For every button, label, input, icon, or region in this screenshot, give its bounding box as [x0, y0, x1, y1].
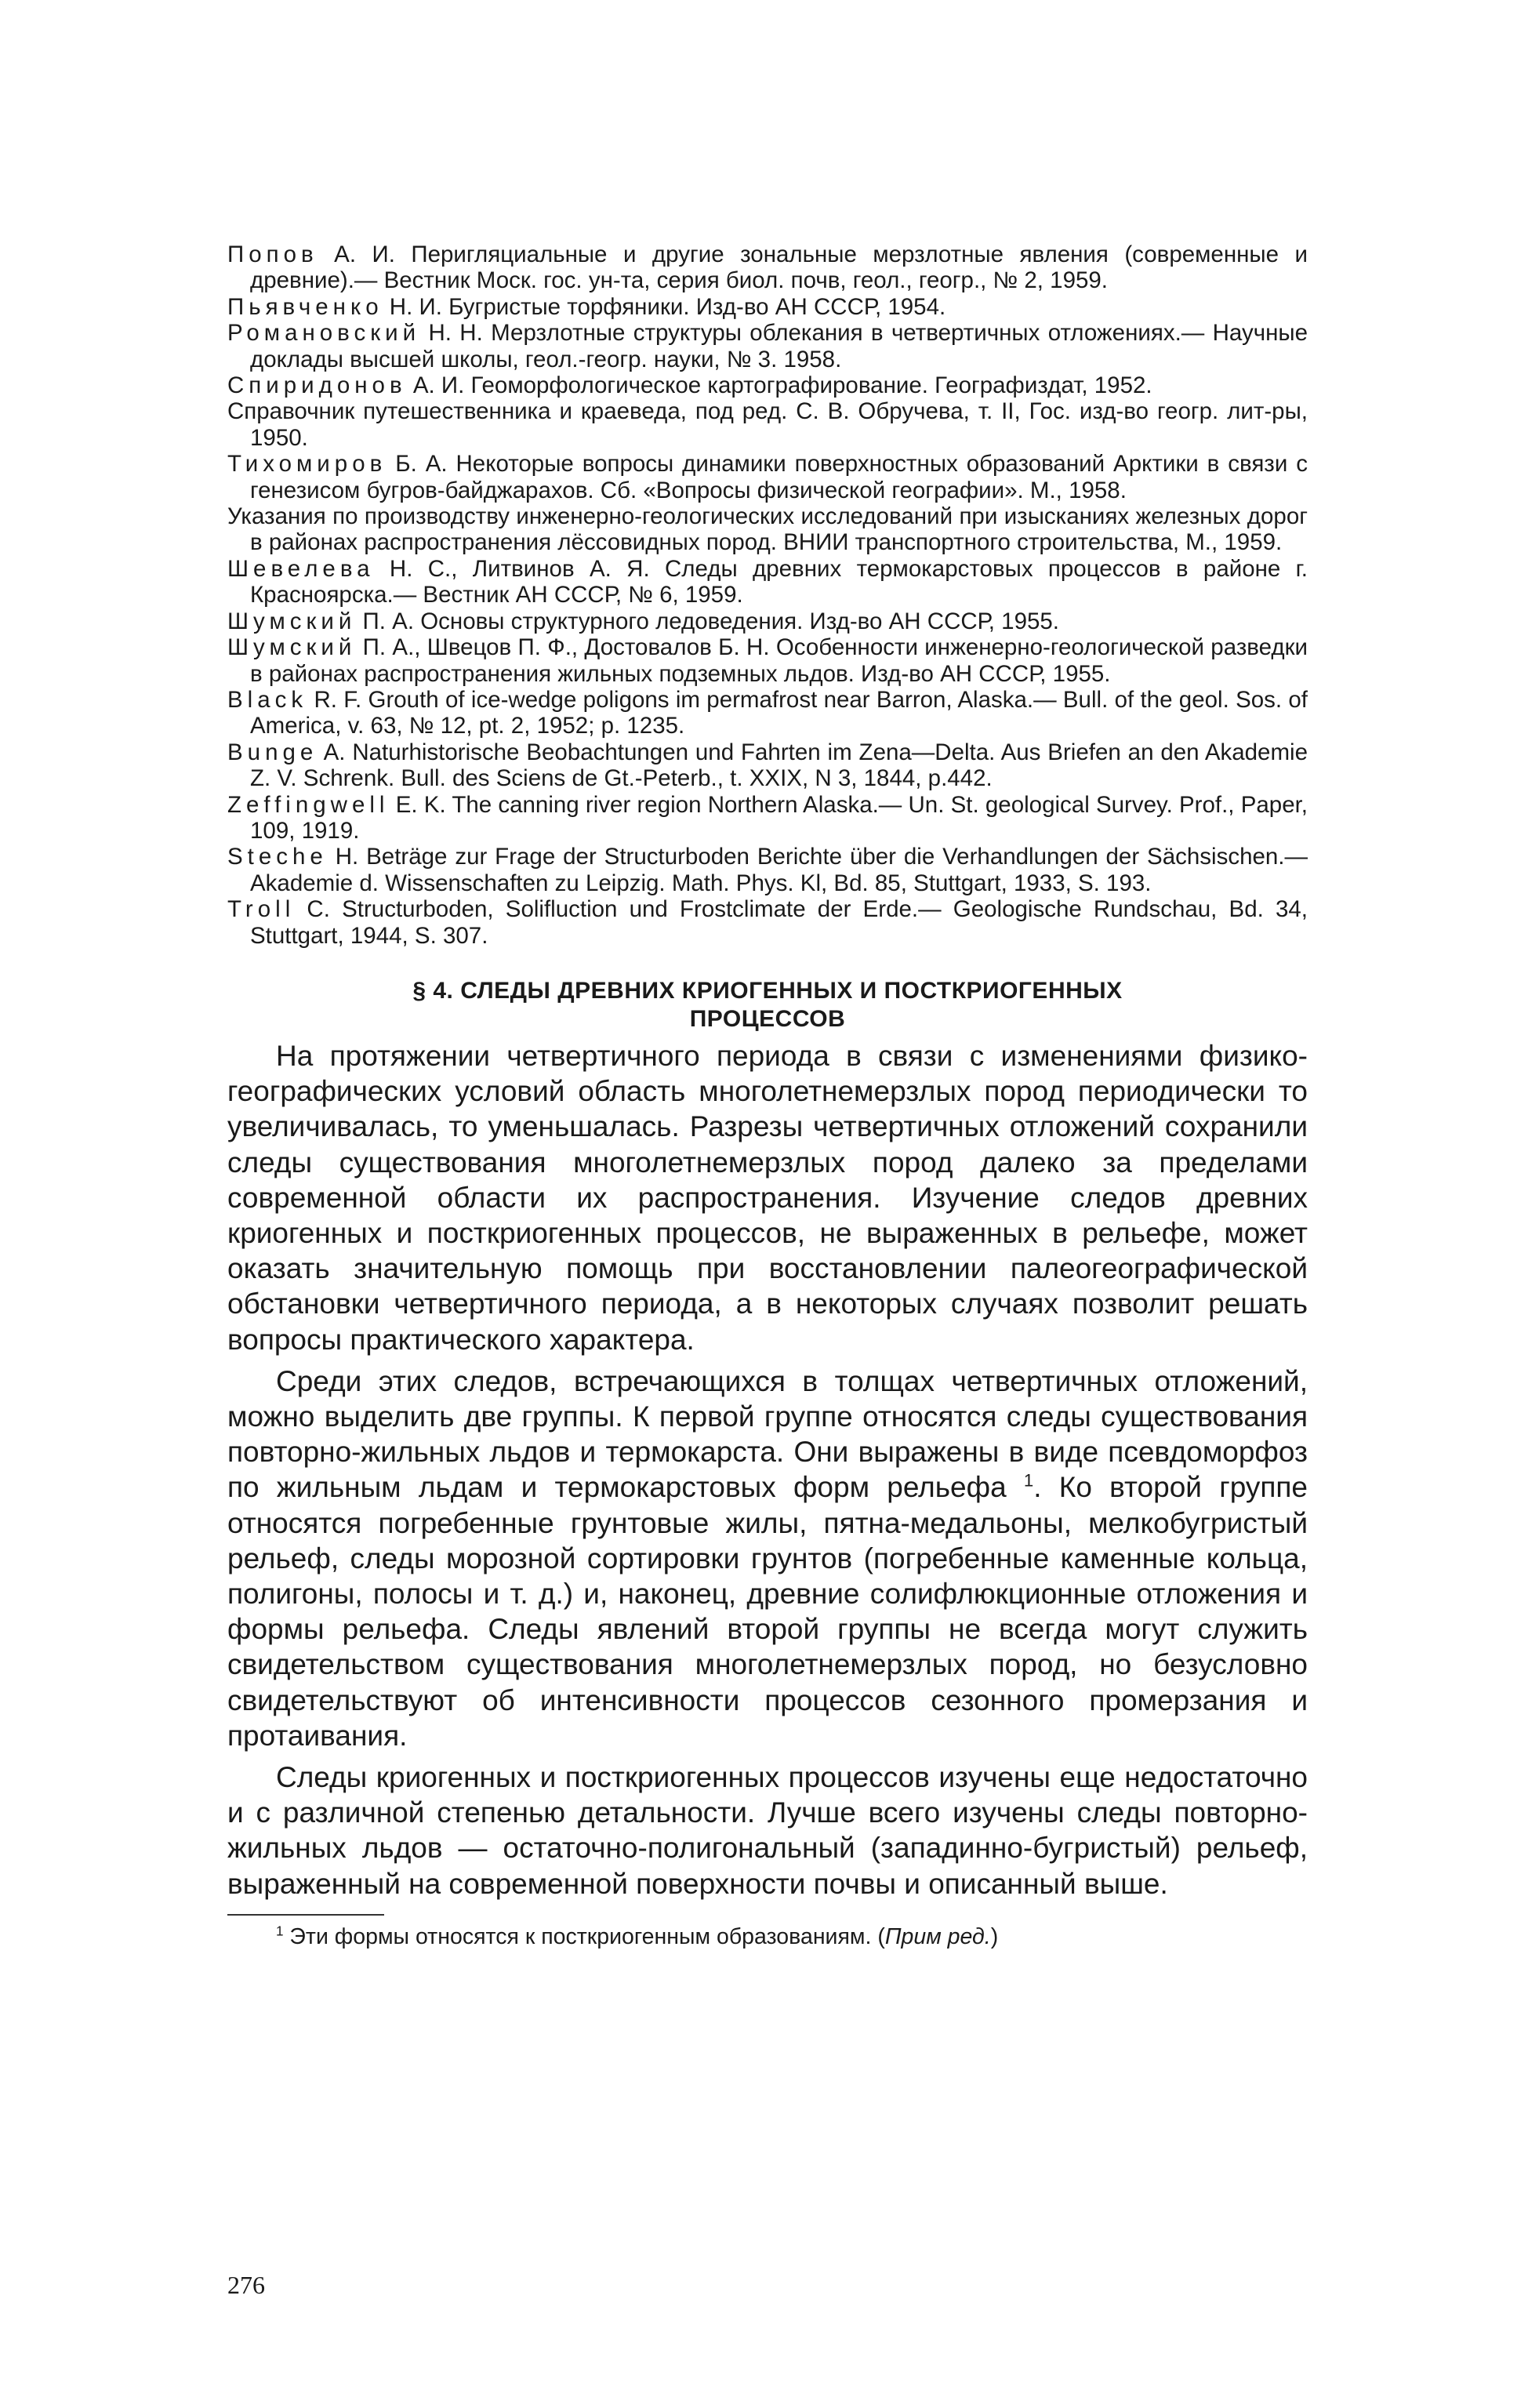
reference-text: А. И. Перигляциальные и другие зональные мерзлотные явления (современные и древние).— Вестник Моск. гос. ун-та, серия биол. почв, геол., геогр., № 2, 1959.: [250, 242, 1308, 294]
reference-text: E. K. The canning river region Northern Alaska.— Un. St. geological Survey. Prof., Paper, 109, 1919.: [250, 791, 1308, 844]
paragraph: [227, 1364, 1308, 1753]
section-heading: [227, 977, 1308, 1033]
reference-item: [227, 608, 1308, 634]
reference-text: Указания по производству инженерно-геологических исследований при изысканиях железных дорог в районах распространения лёссовидных пород. ВНИИ транспортного строительства, М., 1959.: [227, 503, 1308, 556]
reference-item: [227, 687, 1308, 739]
reference-text: Н. И. Бугристые торфяники. Изд-во АН СССР, 1954.: [383, 293, 946, 320]
section-heading-line: ПРОЦЕССОВ: [689, 1005, 846, 1032]
reference-text: Справочник путешественника и краеведа, под ред. С. В. Обручева, т. II, Гос. изд-во геогр. лит-ры, 1950.: [227, 398, 1308, 451]
reference-item: [227, 320, 1308, 372]
reference-author: Шевелева: [227, 555, 375, 582]
paragraph: Следы криогенных и посткриогенных процессов изучены еще недостаточно и с различной степенью детальности. Лучше всего изучены следы повторно-жильных льдов — остаточно-полигональный (западинно-бугристый) рельеф, выраженный на современной поверхности почвы и описанный выше.: [227, 1761, 1308, 1900]
reference-author: Steche: [227, 844, 328, 870]
reference-item: [227, 372, 1308, 398]
footnote-divider: [227, 1914, 384, 1916]
reference-item: [227, 242, 1308, 294]
reference-author: Спиридонов: [227, 372, 407, 399]
reference-author: Black: [227, 686, 308, 713]
reference-author: Zeffingwell: [227, 791, 390, 818]
paragraph-text: . Ко второй группе относятся погребенные грунтовые жилы, пятна-медальоны, мелкобугристый рельеф, следы морозной сортировки грунтов (погребенные каменные кольца, полигоны, полосы и т. д.) и, наконец, древние солифлюкционные отложения и формы рельефа. Следы явлений второй группы не всегда могут служить свидетельством существования многолетнемерзлых пород, но безусловно свидетельствуют об интенсивности процессов сезонного промерзания и протаивания.: [227, 1471, 1308, 1752]
footnote-editor-note: Прим ред.: [884, 1923, 991, 1949]
footnote-close: ): [990, 1923, 999, 1949]
references-list: [227, 242, 1308, 949]
reference-author: Шумский: [227, 608, 357, 634]
reference-item: [227, 556, 1308, 608]
reference-text: А. И. Геоморфологическое картографирование. Географиздат, 1952.: [406, 372, 1152, 399]
reference-author: Шумский: [227, 634, 357, 661]
paragraph-text: Среди этих следов, встречающихся в толщах четвертичных отложений, можно выделить две группы. К первой группе относятся следы существования повторно-жильных льдов и термокарста. Они выражены в виде псевдоморфоз по жильным льдам и термокарстовых форм рельефа: [227, 1364, 1308, 1504]
reference-text: A. Naturhistorische Beobachtungen und Fahrten im Zena—Delta. Aus Briefen an den Akademie Z. V. Schrenk. Bull. des Sciens de Gt.-Peterb., t. XXIX, N 3, 1844, p.442.: [250, 739, 1308, 792]
reference-author: Bunge: [227, 739, 318, 765]
reference-item: [227, 451, 1308, 503]
footnote: [227, 1923, 1308, 1950]
reference-text: R. F. Grouth of ice-wedge poligons im permafrost near Barron, Alaska.— Bull. of the geol. Sos. of America, v. 63, № 12, pt. 2, 1952; p. 1235.: [250, 686, 1308, 739]
section-heading-line: § 4. СЛЕДЫ ДРЕВНИХ КРИОГЕННЫХ И ПОСТКРИОГЕННЫХ: [412, 977, 1123, 1004]
reference-item: [227, 792, 1308, 844]
reference-author: Тихомиров: [227, 451, 387, 478]
footnote-marker: 1: [276, 1923, 284, 1939]
reference-item: [227, 896, 1308, 949]
reference-text: Н. Н. Мерзлотные структуры облекания в четвертичных отложениях.— Научные доклады высшей школы, геол.-геогр. науки, № 3. 1958.: [250, 320, 1308, 372]
body-text: [227, 1038, 1308, 1901]
page-number: 276: [227, 2271, 265, 2299]
page-content: [227, 242, 1308, 1950]
paragraph: На протяжении четвертичного периода в связи с изменениями физико-географических условий область многолетнемерзлых пород периодически то увеличивалась, то уменьшалась. Разрезы четвертичных отложений сохранили следы существования многолетнемерзлых пород далеко за пределами современной области их распространения. Изучение следов древних криогенных и посткриогенных процессов, не выраженных в рельефе, может оказать значительную помощь при восстановлении палеогеографической обстановки четвертичного периода, а в некоторых случаях позволит решать вопросы практического характера.: [227, 1039, 1308, 1356]
reference-text: Б. А. Некоторые вопросы динамики поверхностных образований Арктики в связи с генезисом бугров-байджарахов. Сб. «Вопросы физической географии». М., 1958.: [250, 451, 1308, 503]
reference-item: [227, 634, 1308, 687]
reference-item: [227, 844, 1308, 896]
reference-author: Пьявченко: [227, 293, 383, 320]
reference-author: Романовский: [227, 320, 421, 347]
reference-text: П. А. Основы структурного ледоведения. Изд-во АН СССР, 1955.: [356, 608, 1059, 634]
footnote-reference: 1: [1023, 1471, 1034, 1491]
reference-text: П. А., Швецов П. Ф., Достовалов Б. Н. Особенности инженерно-геологической разведки в районах распространения жильных подземных льдов. Изд-во АН СССР, 1955.: [250, 634, 1308, 687]
reference-item: [227, 294, 1308, 320]
reference-text: H. Beträge zur Frage der Structurboden Berichte über die Verhandlungen der Sächsischen.— Akademie d. Wissenschaften zu Leipzig. Math. Phys. Kl, Bd. 85, Stuttgart, 1933, S. 193.: [250, 844, 1308, 896]
reference-text: C. Structurboden, Solifluction und Frostclimate der Erde.— Geologische Rundschau, Bd. 34, Stuttgart, 1944, S. 307.: [250, 896, 1308, 949]
reference-item: [227, 398, 1308, 451]
reference-item: [227, 739, 1308, 792]
reference-author: Troll: [227, 896, 296, 923]
reference-item: [227, 503, 1308, 556]
reference-text: Н. С., Литвинов А. Я. Следы древних термокарстовых процессов в районе г. Красноярска.— Вестник АН СССР, № 6, 1959.: [250, 555, 1308, 608]
reference-author: Попов: [227, 242, 318, 267]
footnote-text: Эти формы относятся к посткриогенным образованиям. (: [283, 1923, 885, 1949]
